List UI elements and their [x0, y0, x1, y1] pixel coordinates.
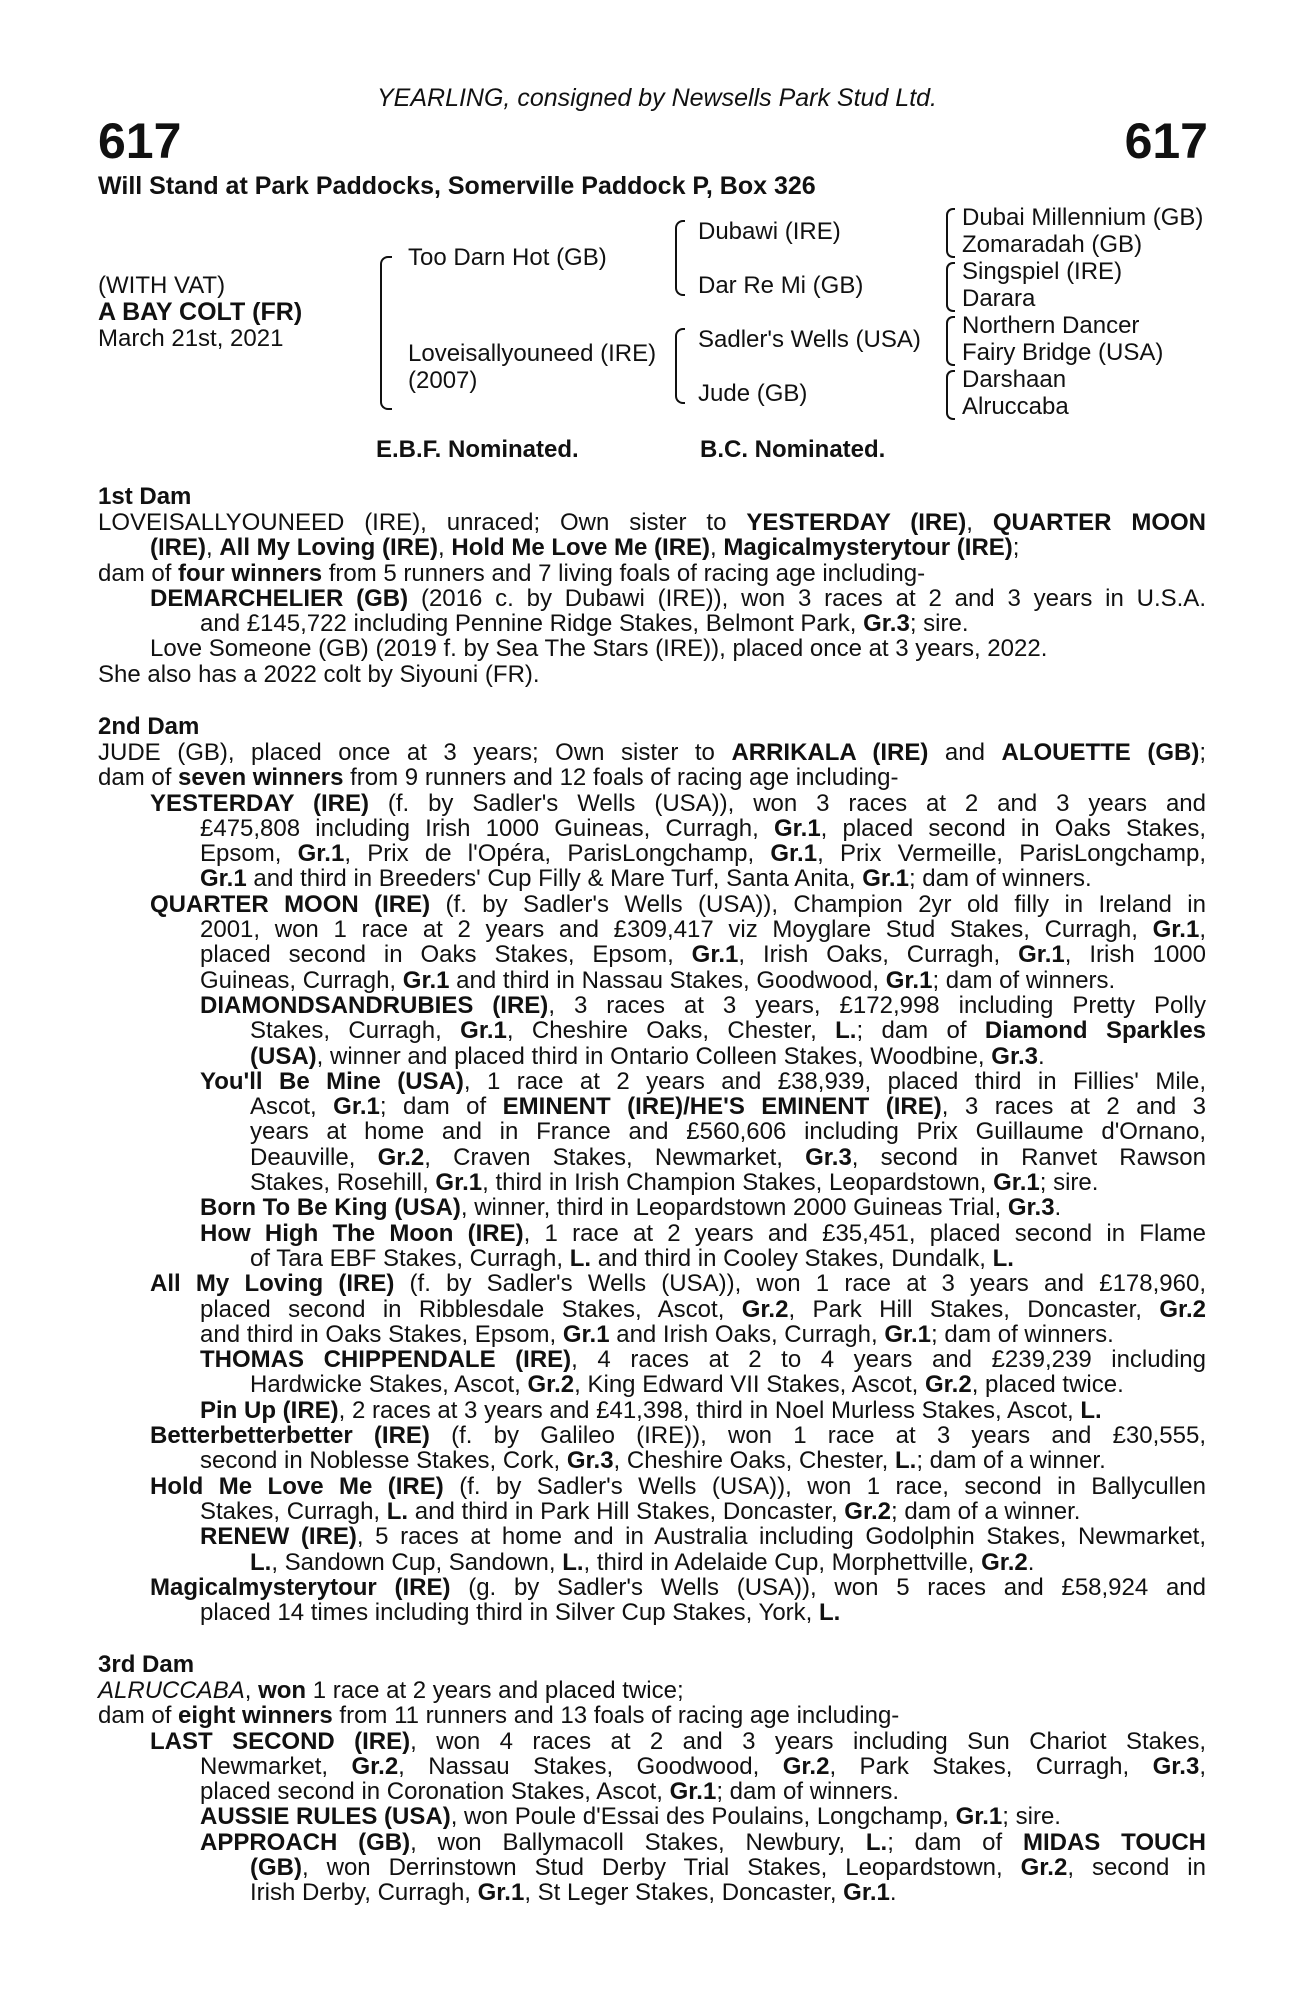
- bold-text: QUARTER MOON (IRE): [150, 891, 431, 918]
- text-segment: ,: [966, 510, 993, 536]
- bold-text: (GB): [250, 1855, 302, 1881]
- bold-text: DIAMONDSANDRUBIES (IRE): [200, 992, 549, 1019]
- text-line: [98, 866, 1206, 891]
- text-line: [98, 1018, 1206, 1043]
- text-segment: Stakes, Curragh,: [200, 1497, 387, 1525]
- foaling-date: March 21st, 2021: [98, 325, 284, 352]
- ebf-nominated: E.B.F. Nominated.: [376, 436, 579, 463]
- bold-text: Gr.1: [691, 942, 739, 968]
- bold-text: Gr.2: [377, 1144, 425, 1171]
- second-dam-body: [98, 740, 1206, 1625]
- bold-text: L.: [865, 1829, 888, 1856]
- text-segment: , third in Irish Champion Stakes, Leopardstown,: [482, 1169, 994, 1197]
- bold-text: Gr.2: [925, 1371, 972, 1399]
- stand-location: Will Stand at Park Paddocks, Somerville Paddock P, Box 326: [98, 172, 816, 200]
- text-segment: Guineas, Curragh,: [200, 966, 403, 994]
- bold-text: ALOUETTE (GB): [1001, 740, 1200, 766]
- text-line: [98, 816, 1206, 841]
- bold-text: Gr.2: [351, 1753, 399, 1780]
- bold-text: Gr.3: [566, 1447, 614, 1475]
- text-line: [98, 993, 1206, 1018]
- ancestor-5: Northern Dancer: [962, 312, 1140, 339]
- bold-text: ARRIKALA (IRE): [731, 740, 929, 766]
- text-segment: ,: [1199, 917, 1206, 943]
- text-line: [98, 765, 1206, 790]
- text-segment: , won Ballymacoll Stakes, Newbury,: [410, 1829, 866, 1856]
- brace-g1: [946, 208, 955, 258]
- text-segment: and third in Park Hill Stakes, Doncaster,: [408, 1497, 845, 1525]
- bold-text: YESTERDAY (IRE): [746, 510, 967, 536]
- third-dam-body: [98, 1678, 1206, 1906]
- text-segment: from 9 runners and 12 foals of racing age including-: [343, 764, 899, 792]
- text-segment: Irish Derby, Curragh,: [250, 1879, 478, 1907]
- bold-text: Born To Be King (USA): [200, 1194, 461, 1222]
- bold-text: Pin Up (IRE): [200, 1396, 339, 1424]
- text-line: [98, 586, 1206, 611]
- text-segment: , Sandown Cup, Sandown,: [271, 1548, 563, 1576]
- first-dam-body: [98, 510, 1206, 687]
- text-line: [98, 510, 1206, 535]
- text-segment: , Park Hill Stakes, Doncaster,: [788, 1296, 1160, 1322]
- bold-text: Gr.1: [562, 1320, 610, 1348]
- text-segment: ; dam of a winner.: [890, 1497, 1081, 1525]
- bold-text: Gr.1: [333, 1094, 380, 1120]
- text-segment: , Irish Oaks, Curragh,: [738, 942, 1019, 968]
- text-segment: 2001, won 1 race at 2 years and £309,417 viz Moyglare Stud Stakes, Curragh,: [200, 917, 1153, 943]
- text-segment: and third in Nassau Stakes, Goodwood,: [449, 966, 886, 994]
- dam-year: (2007): [408, 367, 478, 394]
- text-segment: Stakes, Rosehill,: [250, 1169, 436, 1197]
- text-line: [98, 1347, 1206, 1372]
- text-line: [98, 1322, 1206, 1347]
- text-segment: , placed second in Oaks Stakes,: [820, 815, 1206, 842]
- ancestor-2: Zomaradah (GB): [962, 231, 1143, 258]
- text-line: [98, 1221, 1206, 1246]
- bold-text: MIDAS TOUCH: [1022, 1829, 1206, 1856]
- bold-text: Magicalmysterytour (IRE): [150, 1574, 451, 1601]
- text-line: [98, 1703, 1206, 1728]
- text-line: [98, 1779, 1206, 1804]
- bold-text: QUARTER MOON: [992, 510, 1206, 536]
- text-segment: (2016 c. by Dubawi (IRE)), won 3 races at 2 and 3 years in U.S.A.: [408, 585, 1206, 612]
- text-line: [98, 1094, 1206, 1119]
- bold-text: (USA): [250, 1042, 317, 1070]
- text-segment: , Cheshire Oaks, Chester,: [506, 1018, 836, 1044]
- text-segment: , Park Stakes, Curragh,: [829, 1753, 1153, 1780]
- text-segment: .: [1037, 1042, 1045, 1070]
- brace-g3: [946, 316, 955, 366]
- text-segment: , placed twice.: [971, 1371, 1124, 1399]
- bold-text: Diamond Sparkles: [984, 1018, 1206, 1044]
- ancestor-8: Alruccaba: [962, 393, 1069, 420]
- text-segment: (f. by Galileo (IRE)), won 1 race at 3 years and £30,555,: [429, 1423, 1206, 1449]
- text-segment: ,: [244, 1677, 259, 1704]
- text-line: [98, 1271, 1206, 1296]
- bold-text: Gr.2: [844, 1497, 891, 1525]
- brace-dam: [675, 328, 685, 404]
- first-dam-heading: 1st Dam: [98, 483, 192, 510]
- text-line: [98, 1119, 1206, 1144]
- brace-g4: [946, 370, 955, 420]
- text-segment: ;: [1012, 534, 1020, 562]
- text-line: [98, 1550, 1206, 1575]
- text-line: [98, 740, 1206, 765]
- vat-note: (WITH VAT): [98, 272, 226, 299]
- text-segment: , King Edward VII Stakes, Ascot,: [574, 1371, 925, 1399]
- third-dam-heading: 3rd Dam: [98, 1651, 195, 1678]
- text-segment: , third in Adelaide Cup, Morphettville,: [583, 1548, 982, 1576]
- text-segment: placed second in Ribblesdale Stakes, Ascot,: [200, 1296, 742, 1322]
- text-segment: and third in Breeders' Cup Filly & Mare Turf, Santa Anita,: [246, 865, 863, 893]
- text-segment: of Tara EBF Stakes, Curragh,: [250, 1244, 570, 1272]
- text-segment: ; dam of a winner.: [916, 1447, 1106, 1475]
- text-segment: ; dam of winners.: [931, 1320, 1114, 1348]
- text-segment: ; dam of winners.: [932, 966, 1116, 994]
- text-segment: ; sire.: [1039, 1169, 1099, 1197]
- text-segment: Ascot,: [250, 1094, 334, 1120]
- sire-dam: Dar Re Mi (GB): [698, 272, 864, 299]
- bold-text: Gr.1: [669, 1778, 717, 1806]
- text-line: [98, 1195, 1206, 1220]
- text-segment: ; sire.: [909, 610, 969, 638]
- text-segment: (f. by Sadler's Wells (USA)), won 1 race, second in Ballycullen: [443, 1473, 1206, 1499]
- text-line: [98, 1524, 1206, 1549]
- text-segment: £475,808 including Irish 1000 Guineas, Curragh,: [200, 815, 774, 842]
- bold-text: Magicalmysterytour (IRE): [723, 534, 1013, 562]
- bc-nominated: B.C. Nominated.: [700, 436, 886, 463]
- text-segment: , Prix Vermeille, ParisLongchamp,: [817, 841, 1206, 867]
- text-segment: , Craven Stakes, Newmarket,: [424, 1144, 806, 1171]
- third-dam-section: [98, 1652, 1206, 1906]
- bold-text: Gr.1: [1018, 942, 1065, 968]
- text-line: [98, 1729, 1206, 1754]
- text-segment: JUDE (GB), placed once at 3 years; Own sister to: [98, 740, 732, 766]
- text-segment: , Irish 1000: [1064, 942, 1206, 968]
- bold-text: Gr.1: [460, 1018, 507, 1044]
- text-segment: , Prix de l'Opéra, ParisLongchamp,: [344, 841, 771, 867]
- bold-text: LAST SECOND (IRE): [150, 1728, 411, 1754]
- text-segment: , 4 races at 2 to 4 years and £239,239 including: [571, 1347, 1206, 1373]
- bold-text: four winners: [178, 559, 323, 587]
- bold-text: L.: [1080, 1396, 1102, 1424]
- bold-text: (IRE): [150, 534, 206, 562]
- bold-text: All My Loving (IRE): [219, 534, 439, 562]
- text-segment: ,: [438, 534, 452, 562]
- bold-text: EMINENT (IRE)/HE'S EMINENT (IRE): [502, 1094, 942, 1120]
- text-segment: , Nassau Stakes, Goodwood,: [398, 1753, 783, 1780]
- text-segment: (g. by Sadler's Wells (USA)), won 5 races and £58,924 and: [450, 1574, 1206, 1601]
- bold-text: Gr.1: [477, 1879, 525, 1907]
- bold-text: Gr.1: [885, 966, 933, 994]
- bold-text: You'll Be Mine (USA): [200, 1068, 464, 1095]
- ancestor-6: Fairy Bridge (USA): [962, 339, 1164, 366]
- bold-text: Gr.1: [843, 1879, 890, 1907]
- bold-text: L.: [835, 1018, 857, 1044]
- text-line: [98, 1804, 1206, 1829]
- text-segment: , second in: [1067, 1855, 1206, 1881]
- bold-text: Betterbetterbetter (IRE): [150, 1423, 430, 1449]
- text-segment: placed second in Coronation Stakes, Ascot,: [200, 1778, 670, 1806]
- lot-number-right: 617: [1124, 113, 1208, 169]
- text-segment: from 5 runners and 7 living foals of racing age including-: [322, 559, 926, 587]
- text-segment: and third in Oaks Stakes, Epsom,: [200, 1320, 563, 1348]
- text-line: [98, 535, 1206, 560]
- bold-text: L.: [895, 1447, 917, 1475]
- bold-text: Hold Me Love Me (IRE): [451, 534, 711, 562]
- dam-sire: Sadler's Wells (USA): [698, 326, 921, 353]
- first-dam-section: [98, 484, 1206, 687]
- bold-text: Hold Me Love Me (IRE): [150, 1473, 444, 1499]
- bold-text: eight winners: [178, 1702, 333, 1730]
- text-line: [98, 968, 1206, 993]
- text-segment: ; dam of winners.: [908, 865, 1092, 893]
- text-line: [98, 1398, 1206, 1423]
- text-segment: Deauville,: [250, 1144, 378, 1171]
- text-segment: and £145,722 including Pennine Ridge Stakes, Belmont Park,: [200, 610, 864, 638]
- text-segment: second in Noblesse Stakes, Cork,: [200, 1447, 567, 1475]
- horse-name: A BAY COLT (FR): [98, 298, 303, 326]
- bold-text: How High The Moon (IRE): [200, 1220, 524, 1246]
- text-segment: and: [928, 740, 1002, 766]
- text-segment: Epsom,: [200, 841, 298, 867]
- bold-text: Gr.2: [741, 1296, 789, 1322]
- brace-g2: [946, 262, 955, 312]
- text-segment: , won Poule d'Essai des Poulains, Longchamp,: [450, 1803, 956, 1831]
- bold-text: THOMAS CHIPPENDALE (IRE): [200, 1347, 572, 1373]
- ancestor-7: Darshaan: [962, 366, 1067, 393]
- text-segment: , won Derrinstown Stud Derby Trial Stakes, Leopardstown,: [301, 1855, 1021, 1881]
- text-segment: ,: [710, 534, 724, 562]
- bold-text: APPROACH (GB): [200, 1829, 411, 1856]
- bold-text: Gr.1: [435, 1169, 483, 1197]
- text-line: [98, 1044, 1206, 1069]
- text-segment: , won 4 races at 2 and 3 years including Sun Chariot Stakes,: [410, 1728, 1206, 1754]
- text-segment: She also has a 2022 colt by Siyouni (FR).: [98, 660, 540, 688]
- bold-text: Gr.3: [1007, 1194, 1055, 1222]
- sire-sire: Dubawi (IRE): [698, 218, 841, 245]
- text-segment: , second in Ranvet Rawson: [851, 1144, 1206, 1171]
- ancestor-4: Darara: [962, 285, 1036, 312]
- text-segment: LOVEISALLYOUNEED (IRE), unraced; Own sister to: [98, 510, 747, 536]
- bold-text: Gr.1: [200, 865, 247, 893]
- text-segment: from 11 runners and 13 foals of racing age including-: [332, 1702, 900, 1730]
- text-line: [98, 662, 1206, 687]
- text-segment: Newmarket,: [200, 1753, 352, 1780]
- text-line: [98, 1170, 1206, 1195]
- bold-text: Gr.3: [805, 1144, 852, 1171]
- text-segment: placed 14 times including third in Silver Cup Stakes, York,: [200, 1599, 819, 1627]
- text-line: [98, 1474, 1206, 1499]
- text-line: [98, 636, 1206, 661]
- bold-text: YESTERDAY (IRE): [150, 790, 369, 816]
- text-segment: , St Leger Stakes, Doncaster,: [524, 1879, 844, 1907]
- text-segment: , 3 races at 3 years, £172,998 including Pretty Polly: [548, 992, 1206, 1019]
- text-segment: , 5 races at home and in Australia including Godolphin Stakes, Newmarket,: [356, 1524, 1206, 1550]
- bold-text: L.: [819, 1599, 841, 1627]
- bold-text: RENEW (IRE): [200, 1524, 357, 1550]
- bold-text: AUSSIE RULES (USA): [200, 1803, 451, 1831]
- bold-text: Gr.1: [1152, 917, 1200, 943]
- text-segment: dam of: [98, 764, 179, 792]
- text-segment: ; dam of winners.: [716, 1778, 900, 1806]
- bold-text: L.: [569, 1244, 592, 1272]
- bold-text: Gr.2: [1159, 1296, 1206, 1322]
- text-segment: ; dam of: [856, 1018, 985, 1044]
- consignment-line: YEARLING, consigned by Newsells Park Stud Ltd.: [377, 84, 937, 112]
- text-line: [98, 841, 1206, 866]
- text-line: [98, 1575, 1206, 1600]
- text-line: [98, 611, 1206, 636]
- bold-text: Gr.1: [993, 1169, 1040, 1197]
- text-segment: Hardwicke Stakes, Ascot,: [250, 1371, 528, 1399]
- bold-text: seven winners: [178, 764, 344, 792]
- text-line: [98, 1830, 1206, 1855]
- text-segment: , winner and placed third in Ontario Colleen Stakes, Woodbine,: [316, 1042, 992, 1070]
- text-segment: and third in Cooley Stakes, Dundalk,: [591, 1244, 993, 1272]
- text-segment: ,: [206, 534, 220, 562]
- bold-text: Gr.2: [782, 1753, 830, 1780]
- bold-text: L.: [250, 1548, 272, 1576]
- sire: Too Darn Hot (GB): [408, 244, 607, 271]
- text-line: [98, 917, 1206, 942]
- text-segment: , 2 races at 3 years and £41,398, third in Noel Murless Stakes, Ascot,: [338, 1396, 1081, 1424]
- bold-text: All My Loving (IRE): [150, 1271, 395, 1297]
- bold-text: Gr.1: [297, 841, 345, 867]
- text-line: [98, 1297, 1206, 1322]
- brace-sire: [675, 220, 685, 296]
- ancestor-1: Dubai Millennium (GB): [962, 204, 1204, 231]
- text-segment: ; sire.: [1002, 1803, 1061, 1831]
- text-line: [98, 1855, 1206, 1880]
- text-segment: .: [1027, 1548, 1035, 1576]
- bold-text: Gr.2: [981, 1548, 1028, 1576]
- bold-text: Gr.1: [884, 1320, 932, 1348]
- text-segment: (f. by Sadler's Wells (USA)), won 1 race at 3 years and £178,960,: [394, 1271, 1206, 1297]
- lot-number-left: 617: [98, 113, 182, 169]
- bold-text: Gr.1: [770, 841, 818, 867]
- text-segment: , winner, third in Leopardstown 2000 Guineas Trial,: [460, 1194, 1008, 1222]
- text-line: [98, 1372, 1206, 1397]
- dam-dam: Jude (GB): [698, 380, 808, 407]
- text-line: [98, 1600, 1206, 1625]
- text-segment: (f. by Sadler's Wells (USA)), won 3 races at 2 and 3 years and: [368, 790, 1206, 816]
- text-segment: (f. by Sadler's Wells (USA)), Champion 2yr old filly in Ireland in: [430, 891, 1206, 918]
- bold-text: Gr.1: [773, 815, 821, 842]
- text-segment: , 1 race at 2 years and £35,451, placed second in Flame: [523, 1220, 1206, 1246]
- text-segment: years at home and in France and £560,606 including Prix Guillaume d'Ornano,: [250, 1119, 1206, 1145]
- text-segment: ;: [1199, 740, 1206, 766]
- text-line: [98, 1678, 1206, 1703]
- ancestor-3: Singspiel (IRE): [962, 258, 1123, 285]
- bold-text: Gr.3: [1152, 1753, 1200, 1780]
- text-line: [98, 1145, 1206, 1170]
- text-segment: ALRUCCABA: [98, 1677, 245, 1704]
- text-line: [98, 791, 1206, 816]
- text-line: [98, 1754, 1206, 1779]
- text-line: [98, 561, 1206, 586]
- text-line: [98, 1069, 1206, 1094]
- text-segment: dam of: [98, 1702, 179, 1730]
- text-segment: ,: [1199, 1753, 1206, 1780]
- text-segment: .: [889, 1879, 897, 1907]
- bold-text: L.: [562, 1548, 584, 1576]
- bold-text: L.: [386, 1497, 409, 1525]
- text-line: [98, 1448, 1206, 1473]
- text-segment: dam of: [98, 559, 179, 587]
- bold-text: Gr.3: [991, 1042, 1038, 1070]
- text-line: [98, 1246, 1206, 1271]
- bold-text: Gr.1: [402, 966, 450, 994]
- brace-main: [380, 256, 392, 410]
- text-segment: and Irish Oaks, Curragh,: [609, 1320, 885, 1348]
- dam: Loveisallyouneed (IRE): [408, 340, 657, 367]
- second-dam-section: [98, 714, 1206, 1625]
- bold-text: Gr.2: [527, 1371, 575, 1399]
- text-segment: .: [1054, 1194, 1062, 1222]
- text-line: [98, 942, 1206, 967]
- text-segment: Love Someone (GB) (2019 f. by Sea The Stars (IRE)), placed once at 3 years, 2022.: [150, 635, 1048, 663]
- bold-text: Gr.2: [1020, 1855, 1068, 1881]
- text-segment: placed second in Oaks Stakes, Epsom,: [200, 942, 692, 968]
- text-line: [98, 892, 1206, 917]
- text-segment: ; dam of: [379, 1094, 503, 1120]
- bold-text: Gr.1: [955, 1803, 1003, 1831]
- bold-text: won: [258, 1677, 307, 1704]
- text-segment: , 1 race at 2 years and £38,939, placed third in Fillies' Mile,: [463, 1068, 1206, 1095]
- text-segment: 1 race at 2 years and placed twice;: [306, 1677, 684, 1704]
- text-segment: Stakes, Curragh,: [250, 1018, 461, 1044]
- text-segment: , 3 races at 2 and 3: [941, 1094, 1206, 1120]
- text-line: [98, 1880, 1206, 1905]
- text-segment: ; dam of: [887, 1829, 1023, 1856]
- bold-text: Gr.1: [862, 865, 909, 893]
- text-segment: , Cheshire Oaks, Chester,: [613, 1447, 895, 1475]
- text-line: [98, 1423, 1206, 1448]
- bold-text: Gr.3: [863, 610, 910, 638]
- text-line: [98, 1499, 1206, 1524]
- second-dam-heading: 2nd Dam: [98, 713, 200, 740]
- bold-text: L.: [992, 1244, 1014, 1272]
- bold-text: DEMARCHELIER (GB): [150, 585, 409, 612]
